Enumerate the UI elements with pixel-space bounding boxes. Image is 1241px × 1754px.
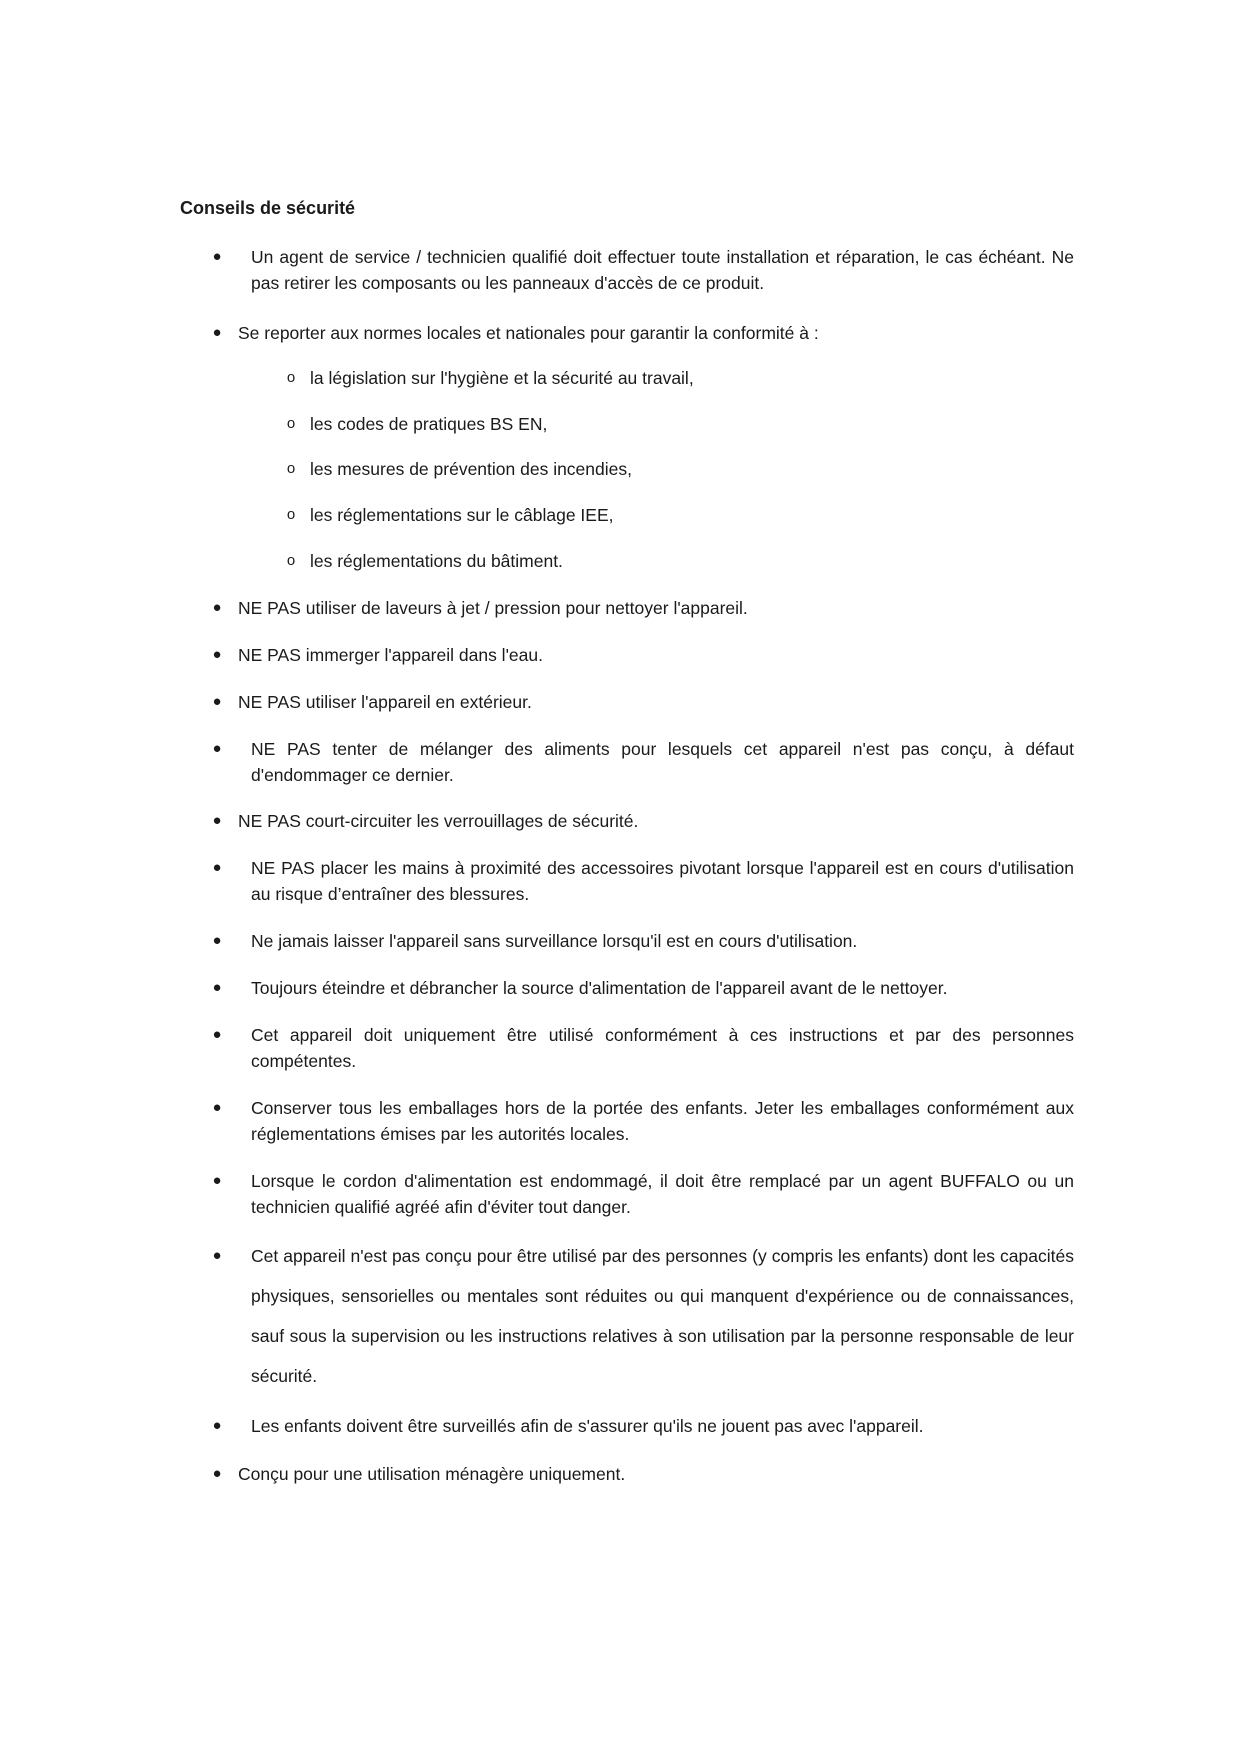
- bullet-icon: ●: [212, 1417, 222, 1434]
- circle-bullet-icon: o: [286, 369, 296, 386]
- list-item: [210, 808, 1074, 834]
- list-item-text: Ne jamais laisser l'appareil sans surveillance lorsqu'il est en cours d'utilisation.: [251, 931, 858, 951]
- bullet-icon: ●: [212, 599, 222, 616]
- circle-bullet-icon: o: [286, 460, 296, 477]
- list-item-text: NE PAS immerger l'appareil dans l'eau.: [238, 645, 543, 665]
- list-item-text: Un agent de service / technicien qualifié doit effectuer toute installation et réparation, le cas échéant. Ne pas retirer les composants ou les panneaux d'accès de ce produit.: [251, 247, 1074, 293]
- list-item-text: Conçu pour une utilisation ménagère uniquement.: [238, 1464, 626, 1484]
- list-item-text: Cet appareil doit uniquement être utilisé conformément à ces instructions et par des personnes compétentes.: [251, 1025, 1074, 1071]
- bullet-icon: ●: [212, 812, 222, 829]
- list-item: [210, 1168, 1074, 1220]
- list-item: [210, 975, 1074, 1001]
- list-item: [210, 928, 1074, 954]
- list-item: [210, 1095, 1074, 1147]
- sub-list-item-text: les réglementations du bâtiment.: [310, 551, 563, 571]
- list-item-text: Cet appareil n'est pas conçu pour être utilisé par des personnes (y compris les enfants) dont les capacités physiques, sensorielles ou mentales sont réduites ou qui manquent d'expérience ou de connaissances, sauf sous la supervision ou les instructions relatives à son utilisation par la personne responsable de leur sécurité.: [251, 1246, 1074, 1386]
- sub-list-item: [284, 548, 1074, 574]
- list-item-text: NE PAS placer les mains à proximité des accessoires pivotant lorsque l'appareil est en cours d'utilisation au risque d’entraîner des blessures.: [251, 858, 1074, 904]
- sub-list-item-text: la législation sur l'hygiène et la sécurité au travail,: [310, 368, 694, 388]
- bullet-icon: ●: [212, 932, 222, 949]
- list-item: [210, 642, 1074, 668]
- sub-list-item-text: les réglementations sur le câblage IEE,: [310, 505, 614, 525]
- list-item-text: Toujours éteindre et débrancher la source d'alimentation de l'appareil avant de le nettoyer.: [251, 978, 948, 998]
- list-item: [210, 1461, 1074, 1487]
- list-item-text: Les enfants doivent être surveillés afin de s'assurer qu'ils ne jouent pas avec l'appareil.: [251, 1416, 924, 1436]
- list-item: [210, 736, 1074, 788]
- list-item-text: Se reporter aux normes locales et nationales pour garantir la conformité à :: [238, 323, 819, 343]
- list-item-text: NE PAS utiliser l'appareil en extérieur.: [238, 692, 532, 712]
- bullet-icon: ●: [212, 979, 222, 996]
- bullet-icon: ●: [212, 693, 222, 710]
- list-item-text: Lorsque le cordon d'alimentation est endommagé, il doit être remplacé par un agent BUFFALO ou un technicien qualifié agréé afin d'éviter tout danger.: [251, 1171, 1074, 1217]
- bullet-icon: ●: [212, 859, 222, 876]
- bullet-icon: ●: [212, 646, 222, 663]
- circle-bullet-icon: o: [286, 552, 296, 569]
- sub-list-item: [284, 365, 1074, 391]
- bullet-icon: ●: [212, 1026, 222, 1043]
- bullet-icon: ●: [212, 1465, 222, 1482]
- sub-list-item: [284, 502, 1074, 528]
- list-item: [210, 1413, 1074, 1439]
- list-item-text: NE PAS tenter de mélanger des aliments pour lesquels cet appareil n'est pas conçu, à défaut d'endommager ce dernier.: [251, 739, 1074, 785]
- circle-bullet-icon: o: [286, 415, 296, 432]
- list-item: [210, 320, 1074, 346]
- page-title: Conseils de sécurité: [180, 198, 356, 218]
- list-item-text: NE PAS court-circuiter les verrouillages de sécurité.: [238, 811, 639, 831]
- bullet-icon: ●: [212, 324, 222, 341]
- sub-list-item-text: les codes de pratiques BS EN,: [310, 414, 548, 434]
- sub-list-item-text: les mesures de prévention des incendies,: [310, 459, 632, 479]
- bullet-icon: ●: [212, 740, 222, 757]
- list-item-text: Conserver tous les emballages hors de la portée des enfants. Jeter les emballages conformément aux réglementations émises par les autorités locales.: [251, 1098, 1074, 1144]
- bullet-icon: ●: [212, 1172, 222, 1189]
- list-item: [210, 1022, 1074, 1074]
- list-item: [210, 1236, 1074, 1396]
- bullet-icon: ●: [212, 1099, 222, 1116]
- list-item: [210, 689, 1074, 715]
- list-item: [210, 595, 1074, 621]
- sub-list-item: [284, 411, 1074, 437]
- bullet-icon: ●: [212, 1247, 222, 1264]
- list-item-text: NE PAS utiliser de laveurs à jet / pression pour nettoyer l'appareil.: [238, 598, 748, 618]
- list-item: [210, 244, 1074, 296]
- circle-bullet-icon: o: [286, 506, 296, 523]
- sub-list-item: [284, 456, 1074, 482]
- list-item: [210, 855, 1074, 907]
- bullet-icon: ●: [212, 248, 222, 265]
